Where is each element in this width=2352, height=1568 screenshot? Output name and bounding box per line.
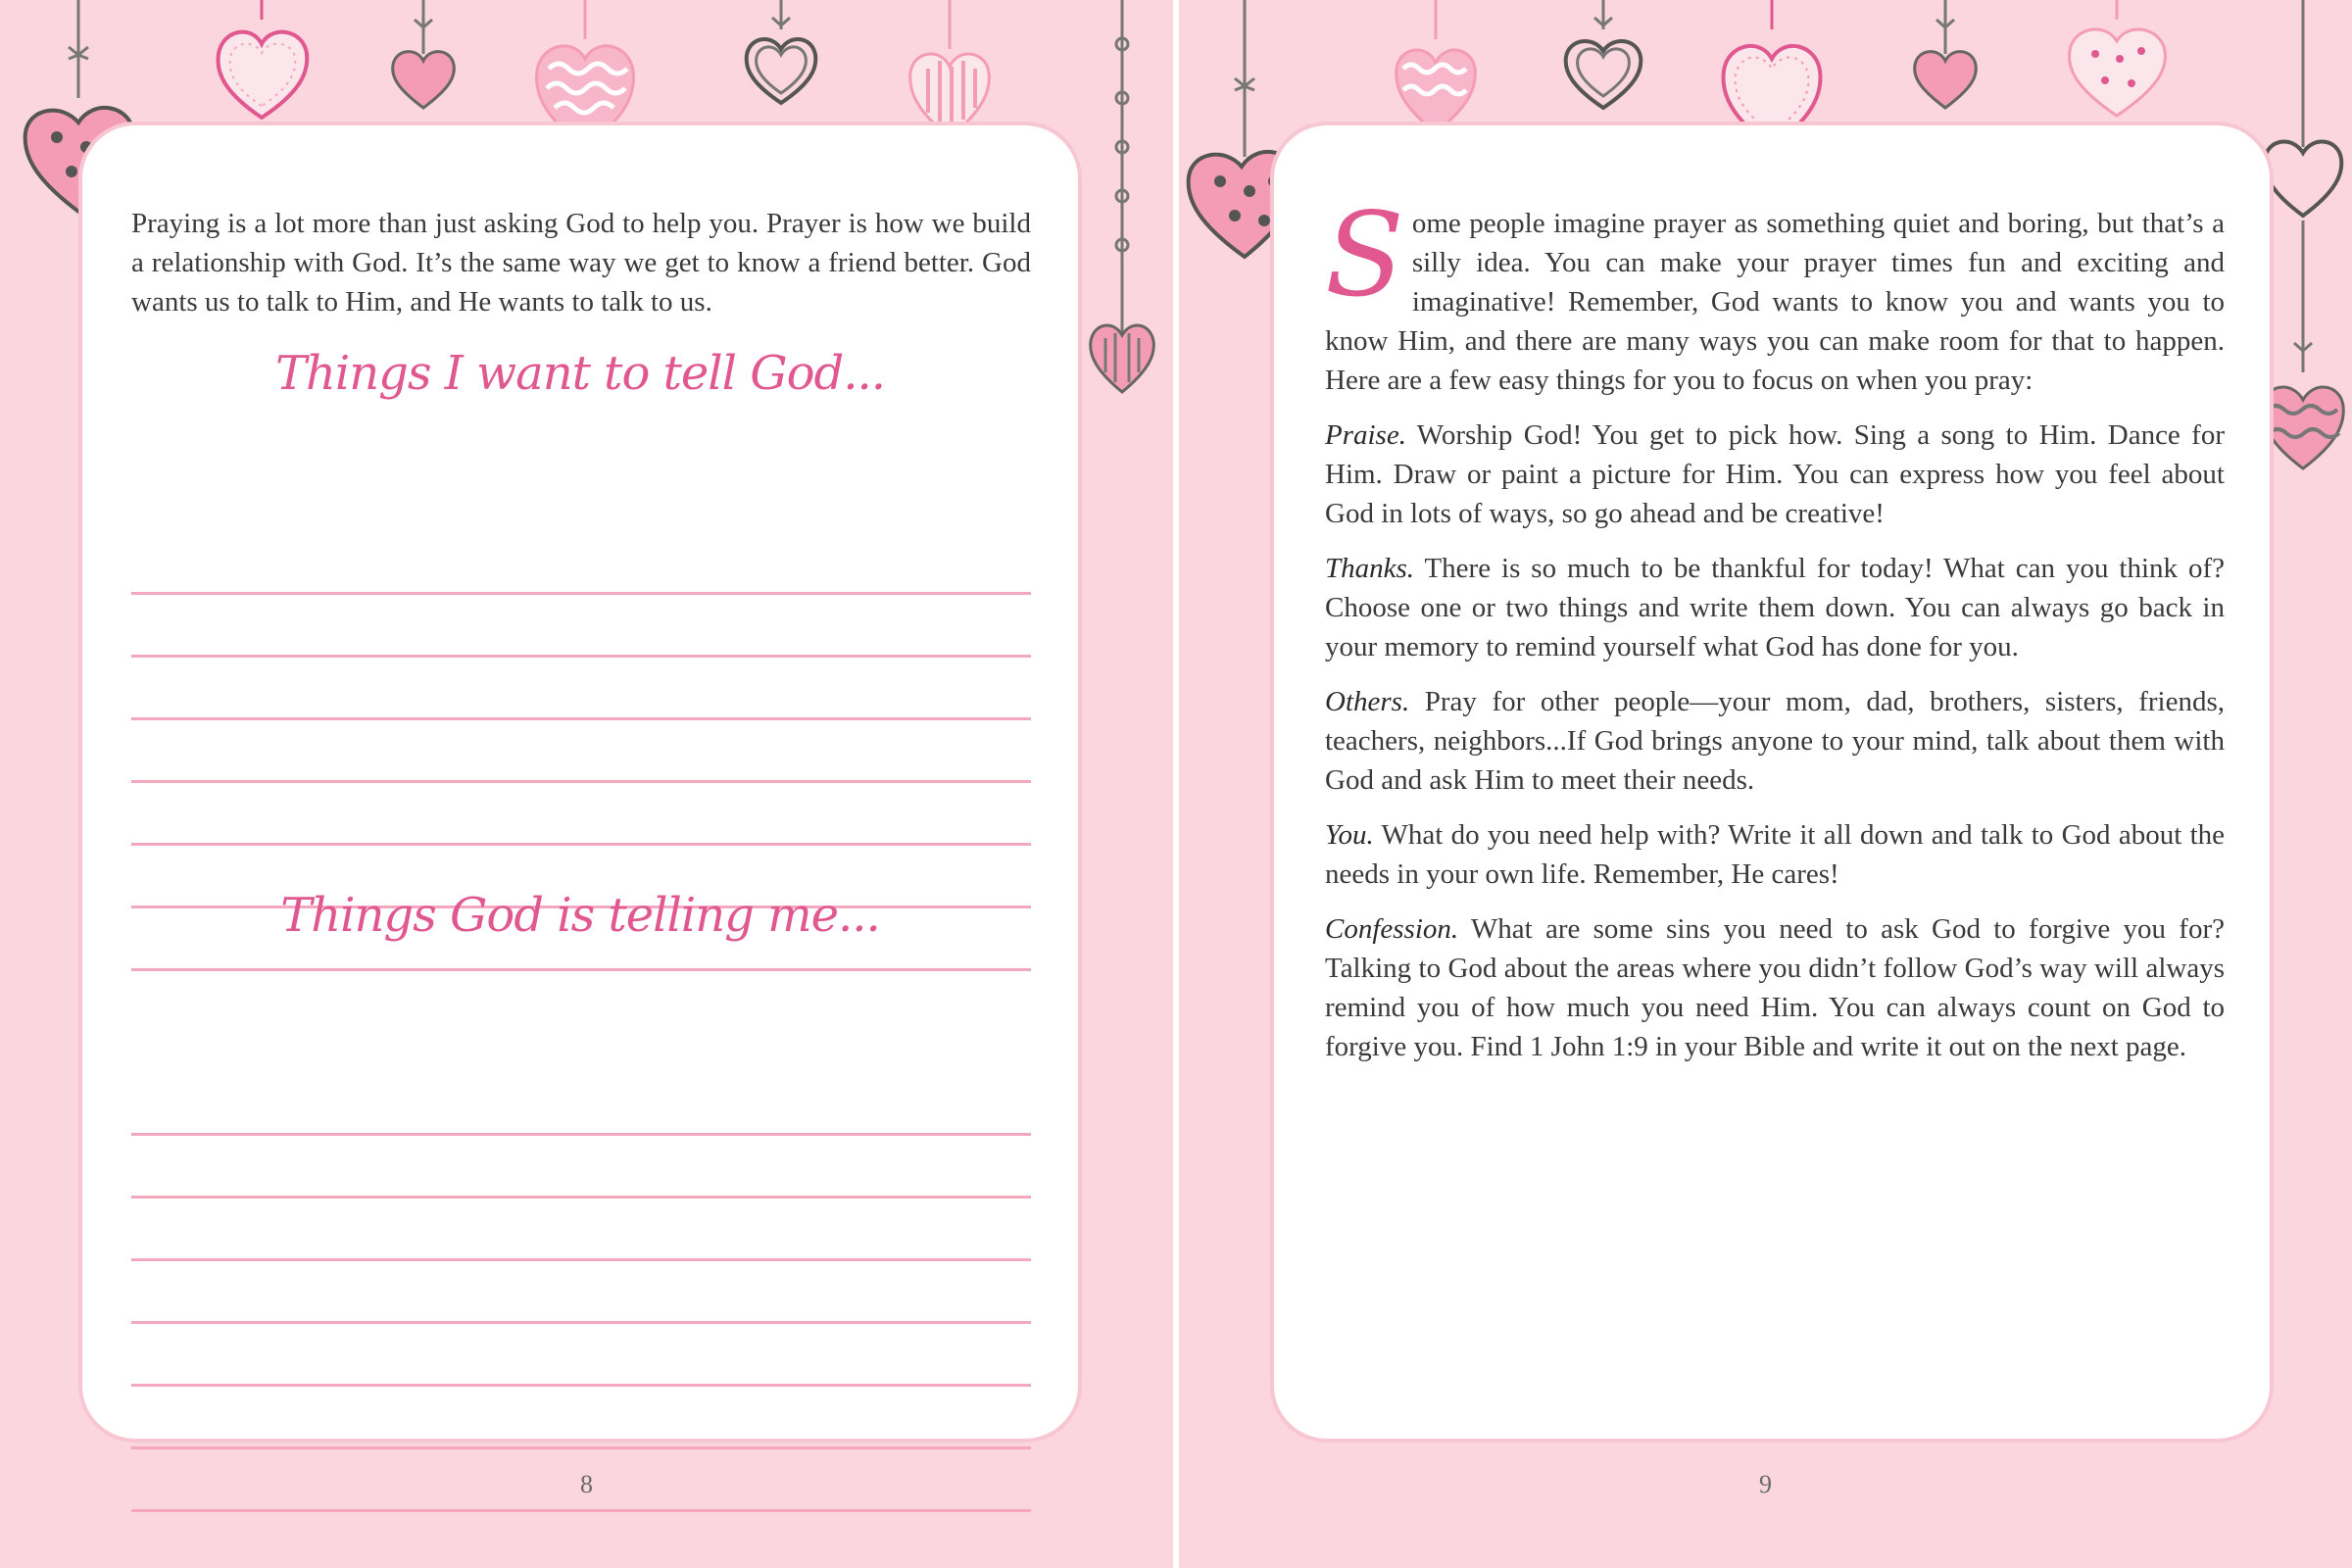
hanging-heart-icon	[1390, 0, 1483, 137]
left-page	[0, 0, 1173, 1568]
thanks-text: There is so much to be thankful for today! What can you think of? Choose one or two things and write them down. You can always go back in your memory to remind yourself what God has done for you.	[1325, 553, 2225, 662]
others-paragraph	[1325, 682, 2225, 800]
others-text: Pray for other people—your mom, dad, brothers, sisters, friends, teachers, neighbors...If God brings anyone to your mind, talk about them with God and ask Him to meet their needs.	[1325, 686, 2225, 796]
right-page	[1179, 0, 2352, 1568]
writing-line[interactable]	[131, 1136, 1031, 1199]
writing-line[interactable]	[131, 1199, 1031, 1261]
writing-line[interactable]	[131, 658, 1031, 720]
you-text: What do you need help with? Write it all down and talk to God about the needs in your own life. Remember, He cares!	[1325, 819, 2225, 890]
writing-line[interactable]	[131, 783, 1031, 846]
hanging-heart-icon	[1909, 0, 1983, 113]
right-card	[1274, 125, 2270, 1439]
hanging-heart-icon	[904, 0, 997, 142]
intro-text: ome people imagine prayer as something quiet and boring, but that’s a silly idea. You can make your prayer times fun and exciting and imaginative! Remember, God wants to know you and wants you to know Him, and there are many ways you can make room for that to happen. Here are a few easy things for you to focus on when you pray:	[1325, 208, 2225, 396]
you-paragraph	[1325, 815, 2225, 894]
writing-line[interactable]	[131, 1324, 1031, 1387]
tell-god-heading: Things I want to tell God...	[274, 346, 886, 401]
you-label: You.	[1325, 819, 1374, 851]
confession-text: What are some sins you need to ask God to forgive you for? Talking to God about the areas where you didn’t follow God’s way will always remind you of how much you need Him. You can always count on God to forgive you. Find 1 John 1:9 in your Bible and write it out on the next page.	[1325, 913, 2225, 1062]
praise-label: Praise.	[1325, 419, 1406, 451]
others-label: Others.	[1325, 686, 1410, 717]
writing-line[interactable]	[131, 532, 1031, 595]
writing-line[interactable]	[131, 720, 1031, 783]
page-number: 9	[1759, 1470, 1772, 1498]
hanging-heart-icon	[2257, 0, 2350, 480]
hanging-heart-icon	[211, 0, 314, 127]
writing-line[interactable]	[131, 1073, 1031, 1136]
drop-cap: S	[1325, 187, 1404, 322]
thanks-paragraph	[1325, 549, 2225, 666]
page-number: 8	[580, 1470, 593, 1498]
confession-paragraph	[1325, 909, 2225, 1066]
intro-paragraph	[1325, 187, 2225, 400]
confession-label: Confession.	[1325, 913, 1459, 945]
hanging-heart-icon	[1086, 0, 1159, 402]
thanks-label: Thanks.	[1325, 553, 1415, 584]
hanging-heart-icon	[740, 0, 823, 108]
writing-line[interactable]	[131, 1387, 1031, 1449]
god-telling-writing-lines[interactable]	[131, 1073, 1031, 1512]
god-telling-heading: Things God is telling me...	[280, 888, 880, 943]
writing-line[interactable]	[131, 1261, 1031, 1324]
praise-paragraph	[1325, 416, 2225, 533]
praise-text: Worship God! You get to pick how. Sing a song to Him. Dance for Him. Draw or paint a picture for Him. You can express how you feel about God in lots of ways, so go ahead and be creative!	[1325, 419, 2225, 529]
left-card	[82, 125, 1078, 1439]
writing-line[interactable]	[131, 595, 1031, 658]
hanging-heart-icon	[2061, 0, 2174, 122]
hanging-heart-icon	[1559, 0, 1647, 113]
intro-paragraph: Praying is a lot more than just asking God to help you. Prayer is how we build a relationship with God. It’s the same way we get to know a friend better. God wants us to talk to Him, and He wants to talk to us.	[131, 208, 1031, 318]
hanging-heart-icon	[387, 0, 461, 113]
prayer-guide-text	[1325, 187, 2225, 1082]
